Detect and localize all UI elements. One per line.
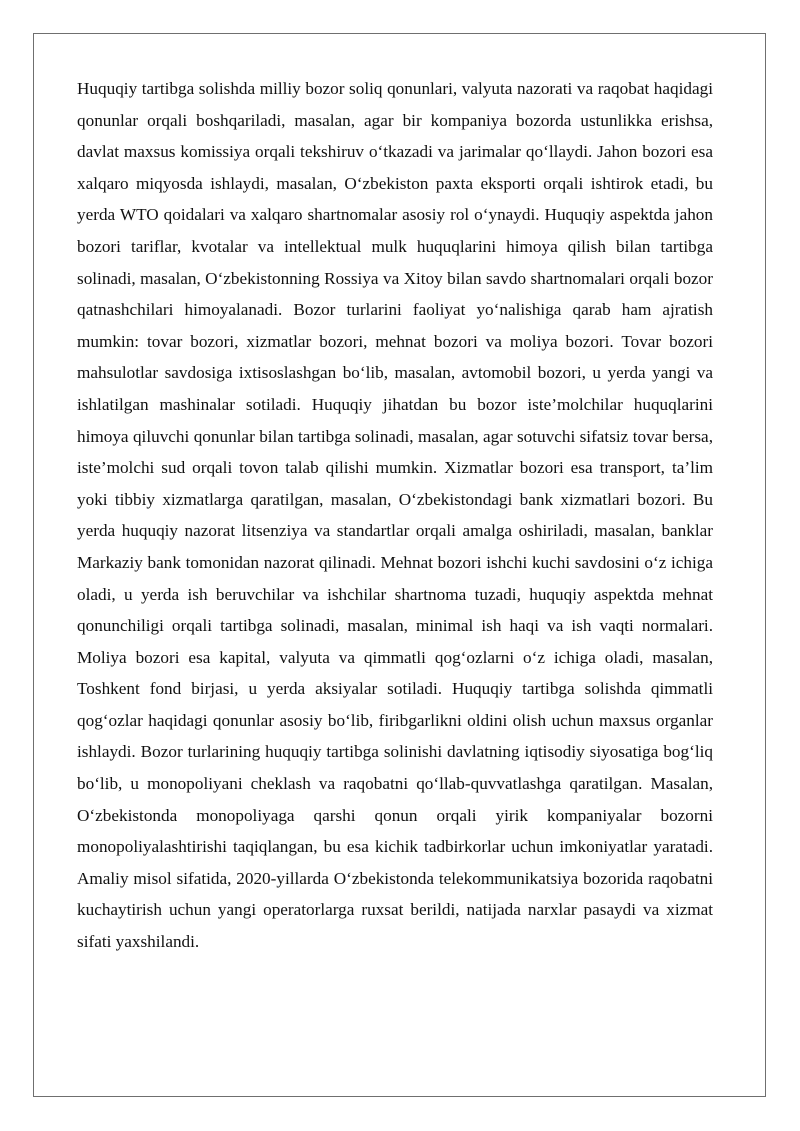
body-paragraph: Huquqiy tartibga solishda milliy bozor soliq qonunlari, valyuta nazorati va raqobat haqidagi qonunlar orqali boshqariladi, masalan, agar bir kompaniya bozorda ustunlikka erishsa, davlat maxsus komissiya orqali tekshiruv o‘tkazadi va jarimalar qo‘llaydi. Jahon bozori esa xalqaro miqyosda ishlaydi, masalan, O‘zbekiston paxta eksporti orqali ishtirok etadi, bu yerda WTO qoidalari va xalqaro shartnomalar asosiy rol o‘ynaydi. Huquqiy aspektda jahon bozori tariflar, kvotalar va intellektual mulk huquqlarini himoya qilish bilan tartibga solinadi, masalan, O‘zbekistonning Rossiya va Xitoy bilan savdo shartnomalari orqali bozor qatnashchilari himoyalanadi. Bozor turlarini faoliyat yo‘nalishiga qarab ham ajratish mumkin: tovar bozori, xizmatlar bozori, mehnat bozori va moliya bozori. Tovar bozori mahsulotlar savdosiga ixtisoslashgan bo‘lib, masalan, avtomobil bozori, u yerda yangi va ishlatilgan mashinalar sotiladi. Huquqiy jihatdan bu bozor iste’molchilar huquqlarini himoya qiluvchi qonunlar bilan tartibga solinadi, masalan, agar sotuvchi sifatsiz tovar bersa, iste’molchi sud orqali tovon talab qilishi mumkin. Xizmatlar bozori esa transport, ta’lim yoki tibbiy xizmatlarga qaratilgan, masalan, O‘zbekistondagi bank xizmatlari bozori. Bu yerda huquqiy nazorat litsenziya va standartlar orqali amalga oshiriladi, masalan, banklar Markaziy bank tomonidan nazorat qilinadi. Mehnat bozori ishchi kuchi savdosini o‘z ichiga oladi, u yerda ish beruvchilar va ishchilar shartnoma tuzadi, huquqiy aspektda mehnat qonunchiligi orqali tartibga solinadi, masalan, minimal ish haqi va ish vaqti normalari. Moliya bozori esa kapital, valyuta va qimmatli qog‘ozlarni o‘z ichiga oladi, masalan, Toshkent fond birjasi, u yerda aksiyalar sotiladi. Huquqiy tartibga solishda qimmatli qog‘ozlar haqidagi qonunlar asosiy bo‘lib, firibgarlikni oldini olish uchun maxsus organlar ishlaydi. Bozor turlarining huquqiy tartibga solinishi davlatning iqtisodiy siyosatiga bog‘liq bo‘lib, u monopoliyani cheklash va raqobatni qo‘llab-quvvatlashga qaratilgan. Masalan, O‘zbekistonda monopoliyaga qarshi qonun orqali yirik kompaniyalar bozorni monopoliyalashtirishi taqiqlangan, bu esa kichik tadbirkorlar uchun imkoniyatlar yaratadi. Amaliy misol sifatida, 2020-yillarda O‘zbekistonda telekommunikatsiya bozorida raqobatni kuchaytirish uchun yangi operatorlarga ruxsat berildi, natijada narxlar pasaydi va xizmat sifati yaxshilandi. (77, 79, 713, 952)
